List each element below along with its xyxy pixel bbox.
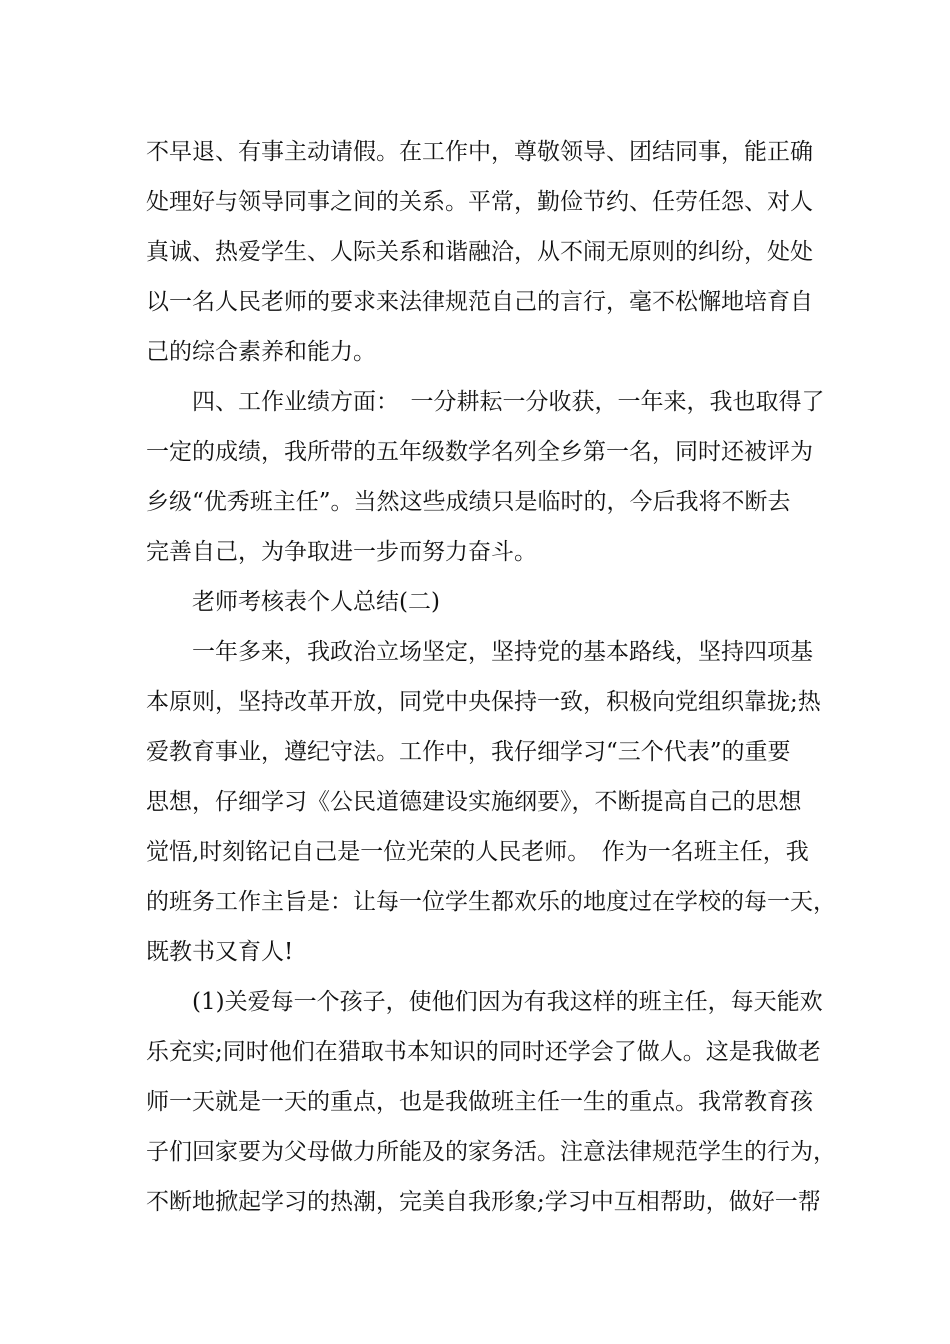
text-line: 思想，仔细学习《公民道德建设实施纲要》，不断提高自己的思想 (146, 789, 802, 815)
document-subtitle: 老师考核表个人总结(二) (146, 589, 440, 615)
text-line: 不早退、有事主动请假。在工作中，尊敬领导、团结同事，能正确 (146, 139, 813, 165)
text-line: 觉悟,时刻铭记自己是一位光荣的人民老师。 作为一名班主任，我 (146, 839, 809, 865)
text-line: 乐充实;同时他们在猎取书本知识的同时还学会了做人。这是我做老 (146, 1039, 821, 1065)
text-line: 既教书又育人! (146, 939, 294, 965)
text-line: 一年多来，我政治立场坚定，坚持党的基本路线，坚持四项基 (146, 639, 813, 665)
text-line: 子们回家要为父母做力所能及的家务活。注意法律规范学生的行为， (146, 1139, 836, 1165)
text-line: 师一天就是一天的重点，也是我做班主任一生的重点。我常教育孩 (146, 1089, 813, 1115)
text-line: 处理好与领导同事之间的关系。平常，勤俭节约、任劳任怨、对人 (146, 189, 813, 215)
text-line: 完善自己，为争取进一步而努力奋斗。 (146, 539, 537, 565)
text-line: 爱教育事业，遵纪守法。工作中，我仔细学习“三个代表”的重要 (146, 739, 791, 765)
text-line: 一定的成绩，我所带的五年级数学名列全乡第一名，同时还被评为 (146, 439, 813, 465)
section-heading-line: 四、工作业绩方面： 一分耕耘一分收获，一年来，我也取得了 (146, 389, 825, 415)
text-line: 己的综合素养和能力。 (146, 339, 376, 365)
text-line: 以一名人民老师的要求来法律规范自己的言行，毫不松懈地培育自 (146, 289, 813, 315)
text-line: 真诚、热爱学生、人际关系和谐融洽，从不闹无原则的纠纷，处处 (146, 239, 813, 265)
text-line: 乡级“优秀班主任”。当然这些成绩只是临时的，今后我将不断去 (146, 489, 791, 515)
text-line: (1)关爱每一个孩子，使他们因为有我这样的班主任，每天能欢 (146, 989, 823, 1015)
text-line: 本原则，坚持改革开放，同党中央保持一致，积极向党组织靠拢;热 (146, 689, 821, 715)
text-line: 的班务工作主旨是：让每一位学生都欢乐的地度过在学校的每一天， (146, 889, 836, 915)
text-line: 不断地掀起学习的热潮，完美自我形象;学习中互相帮助，做好一帮 (146, 1189, 821, 1215)
